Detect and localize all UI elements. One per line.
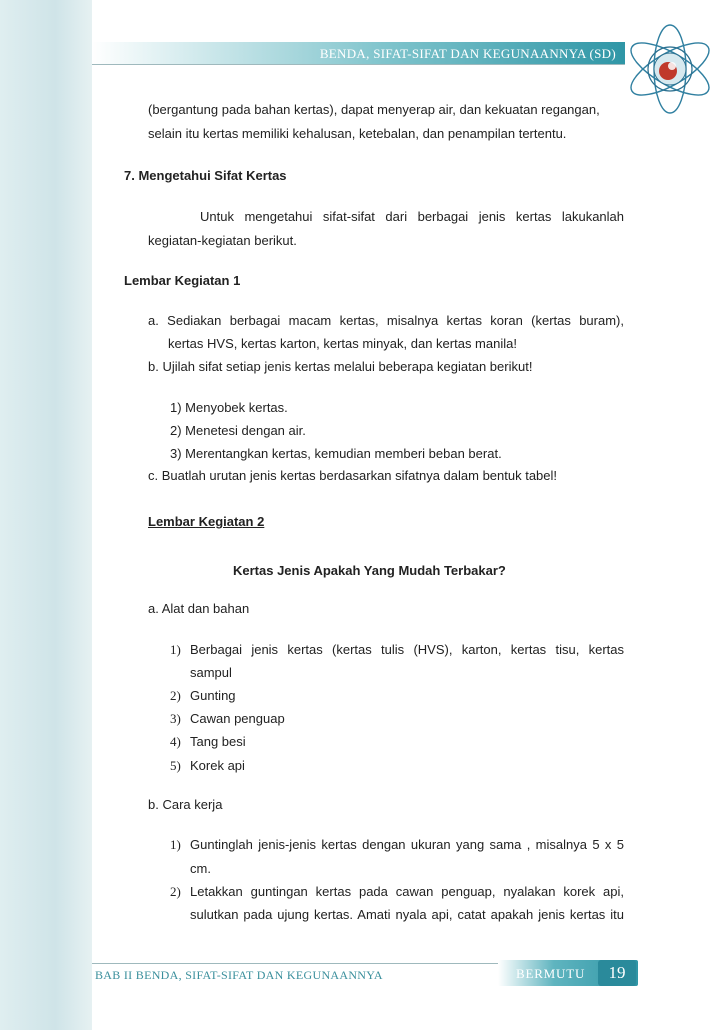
tool-item: Cawan penguap [190,711,285,726]
lk2-subtitle: Kertas Jenis Apakah Yang Mudah Terbakar? [233,563,506,578]
tool-item: Korek api [190,758,245,773]
step-item: Guntinglah jenis-jenis kertas dengan ukuran yang sama , misalnya 5 x 5 [190,837,624,852]
lk2-item-a: a. Alat dan bahan [148,601,250,616]
tool-item: Berbagai jenis kertas (kertas tulis (HVS), karton, kertas tisu, kertas [190,642,624,657]
lk1-title: Lembar Kegiatan 1 [124,273,241,288]
tool-number: 5) [170,758,181,773]
intro-line-1: (bergantung pada bahan kertas), dapat menyerap air, dan kekuatan regangan, [148,102,600,117]
tool-number: 2) [170,688,181,703]
step-item-continued: sulutkan pada ujung kertas. Amati nyala api, catat apakah jenis kertas itu [190,907,624,922]
tool-number: 4) [170,734,181,749]
step-item: Letakkan guntingan kertas pada cawan penguap, nyalakan korek api, [190,884,624,899]
header-title: BENDA, SIFAT-SIFAT DAN KEGUNAANNYA (SD) [319,46,616,61]
step-number: 1) [170,837,181,852]
lk1-item-a-line-2: kertas HVS, kertas karton, kertas minyak, dan kertas manila! [168,336,517,351]
side-strip [0,0,92,1030]
section-7-paragraph-line-2: kegiatan-kegiatan berikut. [148,233,297,248]
lk2-item-b: b. Cara kerja [148,797,223,812]
lk1-step: 2) Menetesi dengan air. [170,423,306,438]
tool-item: Tang besi [190,734,246,749]
lk1-item-b: b. Ujilah sifat setiap jenis kertas melalui beberapa kegiatan berikut! [148,359,533,374]
intro-line-2: selain itu kertas memiliki kehalusan, ketebalan, dan penampilan tertentu. [148,126,567,141]
lk1-item-c: c. Buatlah urutan jenis kertas berdasarkan sifatnya dalam bentuk tabel! [148,468,558,483]
footer-brand: BERMUTU [516,966,586,981]
lk1-item-a-line-1: a. Sediakan berbagai macam kertas, misalnya kertas koran (kertas buram), [148,313,624,328]
tool-item-continued: sampul [190,665,232,680]
footer-chapter: BAB II BENDA, SIFAT-SIFAT DAN KEGUNAANNYA [95,968,383,982]
tool-number: 1) [170,642,181,657]
section-7-paragraph-line-1: Untuk mengetahui sifat-sifat dari berbagai jenis kertas lakukanlah [200,209,624,224]
tool-number: 3) [170,711,181,726]
tool-item: Gunting [190,688,236,703]
section-7-heading: 7. Mengetahui Sifat Kertas [124,168,287,183]
atom-logo-icon [620,14,720,124]
step-item-continued: cm. [190,861,211,876]
lk1-step: 3) Merentangkan kertas, kemudian memberi beban berat. [170,446,502,461]
lk1-step: 1) Menyobek kertas. [170,400,288,415]
lk2-title: Lembar Kegiatan 2 [148,514,265,529]
page-number: 19 [598,960,636,986]
step-number: 2) [170,884,181,899]
